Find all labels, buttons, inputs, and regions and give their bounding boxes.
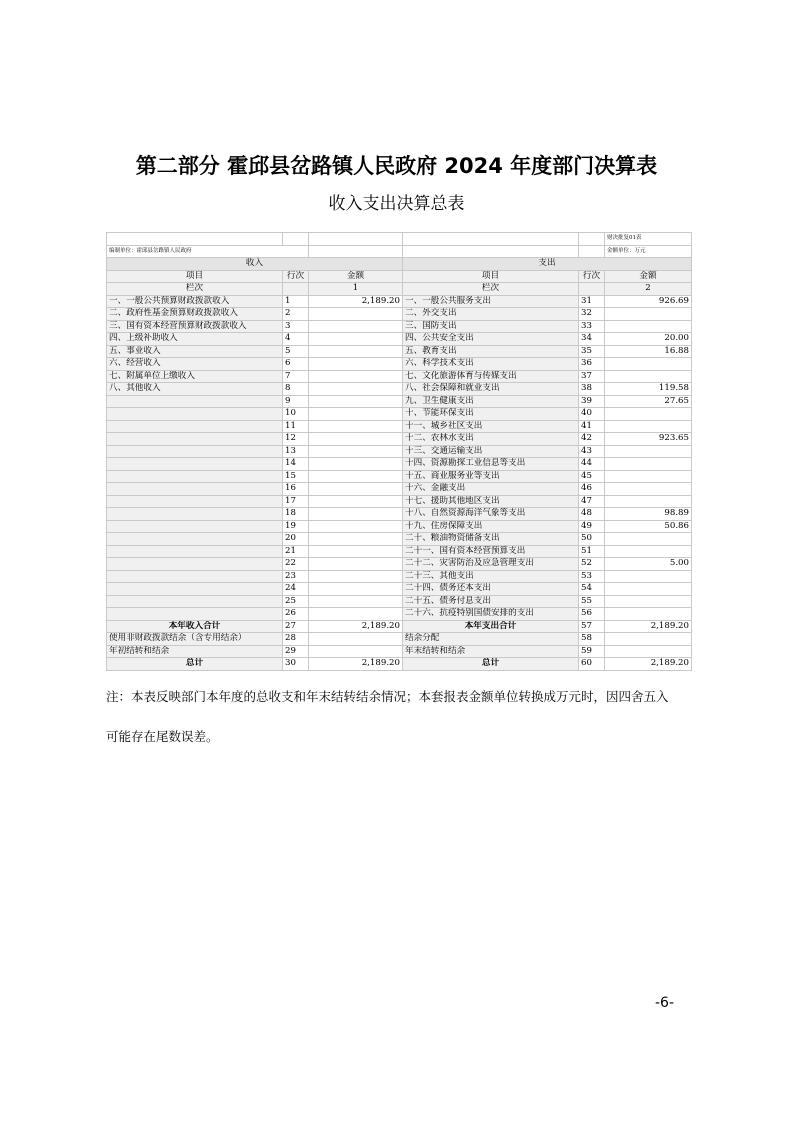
row-expense-line: 44: [579, 458, 605, 471]
column-header-row: [107, 270, 692, 283]
row-expense-amount: 27.65: [605, 395, 692, 408]
col-amount-expense: 金额: [605, 270, 692, 283]
table-row: [107, 583, 692, 596]
row-expense-item: 三、国防支出: [403, 320, 579, 333]
year-total-row: [107, 620, 692, 633]
row-expense-item: 十八、自然资源海洋气象等支出: [403, 508, 579, 521]
row-expense-amount: [605, 570, 692, 583]
row-expense-item: 八、社会保障和就业支出: [403, 383, 579, 396]
row-income-item: [107, 483, 283, 496]
row-income-line: 22: [283, 558, 309, 571]
row-income-amount: 2,189.20: [309, 620, 403, 633]
row-expense-amount: [605, 445, 692, 458]
row-income-amount: [309, 358, 403, 371]
row-expense-line: 31: [579, 295, 605, 308]
row-income-line: 10: [283, 408, 309, 421]
row-expense-line: 39: [579, 395, 605, 408]
row-expense-line: 45: [579, 470, 605, 483]
table-row: [107, 395, 692, 408]
row-expense-item: 十七、援助其他地区支出: [403, 495, 579, 508]
row-expense-item: 十五、商业服务业等支出: [403, 470, 579, 483]
amount-unit: 金额单位：万元: [605, 245, 692, 258]
row-income-line: 30: [283, 658, 309, 671]
grand-total-row: [107, 658, 692, 671]
footnote-line-2: 可能存在尾数误差。: [106, 729, 219, 744]
table-row: [107, 508, 692, 521]
row-income-item: [107, 508, 283, 521]
lanci-1: 1: [309, 283, 403, 296]
table-row: [107, 533, 692, 546]
row-expense-line: 43: [579, 445, 605, 458]
row-income-amount: [309, 558, 403, 571]
row-income-item: [107, 458, 283, 471]
row-income-line: 9: [283, 395, 309, 408]
row-expense-amount: 16.88: [605, 345, 692, 358]
row-income-item: [107, 470, 283, 483]
lanci-label-expense: 栏次: [403, 283, 579, 296]
row-expense-amount: [605, 420, 692, 433]
row-income-amount: [309, 320, 403, 333]
row-expense-amount: [605, 370, 692, 383]
row-expense-line: 48: [579, 508, 605, 521]
row-income-line: 4: [283, 333, 309, 346]
row-expense-amount: 2,189.20: [605, 658, 692, 671]
row-income-line: 29: [283, 645, 309, 658]
row-expense-line: 50: [579, 533, 605, 546]
col-line-income: 行次: [283, 270, 309, 283]
row-income-amount: [309, 470, 403, 483]
row-income-amount: [309, 445, 403, 458]
row-income-item: [107, 420, 283, 433]
row-income-line: 1: [283, 295, 309, 308]
row-income-amount: [309, 433, 403, 446]
row-expense-amount: [605, 645, 692, 658]
row-expense-item: 二十二、灾害防治及应急管理支出: [403, 558, 579, 571]
row-expense-item: 四、公共安全支出: [403, 333, 579, 346]
row-expense-item: 十四、资源勘探工业信息等支出: [403, 458, 579, 471]
row-income-amount: [309, 395, 403, 408]
row-expense-item: 十二、农林水支出: [403, 433, 579, 446]
row-expense-amount: 923.65: [605, 433, 692, 446]
row-expense-line: 55: [579, 595, 605, 608]
table-row: [107, 645, 692, 658]
row-income-line: 19: [283, 520, 309, 533]
row-income-line: 17: [283, 495, 309, 508]
row-income-line: 11: [283, 420, 309, 433]
row-income-line: 7: [283, 370, 309, 383]
row-expense-item: 二十四、债务还本支出: [403, 583, 579, 596]
form-code: 财决批复01表: [605, 233, 692, 246]
row-income-line: 25: [283, 595, 309, 608]
table-row: [107, 495, 692, 508]
row-expense-amount: [605, 595, 692, 608]
row-income-item: [107, 433, 283, 446]
row-income-item: [107, 445, 283, 458]
row-income-amount: [309, 533, 403, 546]
row-income-item: [107, 408, 283, 421]
footnote-line-1: 注：本表反映部门本年度的总收支和年末结转结余情况；本套报表金额单位转换成万元时，因四舍五入: [106, 689, 669, 704]
row-expense-amount: [605, 458, 692, 471]
col-item-income: 项目: [107, 270, 283, 283]
row-expense-amount: [605, 583, 692, 596]
row-income-amount: [309, 345, 403, 358]
row-income-line: 28: [283, 633, 309, 646]
row-income-amount: [309, 308, 403, 321]
row-expense-line: 52: [579, 558, 605, 571]
row-expense-line: 57: [579, 620, 605, 633]
row-income-line: 3: [283, 320, 309, 333]
row-expense-line: 36: [579, 358, 605, 371]
row-income-item: 八、其他收入: [107, 383, 283, 396]
row-expense-line: 34: [579, 333, 605, 346]
row-expense-amount: [605, 470, 692, 483]
row-income-line: 15: [283, 470, 309, 483]
row-expense-item: 十六、金融支出: [403, 483, 579, 496]
page-number: -6-: [655, 995, 675, 1011]
row-income-item: [107, 570, 283, 583]
header-blank-row: [107, 233, 692, 246]
row-income-item: [107, 495, 283, 508]
row-expense-line: 54: [579, 583, 605, 596]
row-expense-amount: 20.00: [605, 333, 692, 346]
row-income-amount: [309, 458, 403, 471]
unit-row: [107, 245, 692, 258]
row-expense-item: 十三、交通运输支出: [403, 445, 579, 458]
row-expense-amount: 50.86: [605, 520, 692, 533]
row-income-amount: 2,189.20: [309, 658, 403, 671]
row-income-line: 6: [283, 358, 309, 371]
row-income-line: 14: [283, 458, 309, 471]
row-expense-amount: 2,189.20: [605, 620, 692, 633]
row-expense-amount: [605, 545, 692, 558]
row-income-amount: [309, 645, 403, 658]
table-row: [107, 483, 692, 496]
row-expense-item: 二、外交支出: [403, 308, 579, 321]
row-expense-line: 33: [579, 320, 605, 333]
page-title: 第二部分 霍邱县岔路镇人民政府 2024 年度部门决算表: [135, 154, 658, 178]
row-income-item: [107, 395, 283, 408]
row-expense-item: 二十三、其他支出: [403, 570, 579, 583]
row-expense-item: 二十六、抗疫特别国债安排的支出: [403, 608, 579, 621]
row-expense-amount: 926.69: [605, 295, 692, 308]
row-income-line: 21: [283, 545, 309, 558]
row-income-amount: [309, 408, 403, 421]
row-income-line: 12: [283, 433, 309, 446]
compiling-unit: 编制单位：霍邱县岔路镇人民政府: [107, 245, 309, 258]
row-expense-line: 41: [579, 420, 605, 433]
table-row: [107, 295, 692, 308]
row-income-item: [107, 608, 283, 621]
table-row: [107, 545, 692, 558]
table-subtitle: 收入支出决算总表: [328, 194, 465, 214]
row-expense-amount: [605, 608, 692, 621]
row-expense-line: 46: [579, 483, 605, 496]
row-expense-amount: 98.89: [605, 508, 692, 521]
row-income-line: 27: [283, 620, 309, 633]
row-income-item: 一、一般公共预算财政拨款收入: [107, 295, 283, 308]
row-expense-amount: 119.58: [605, 383, 692, 396]
row-expense-line: 56: [579, 608, 605, 621]
row-income-amount: [309, 370, 403, 383]
table-row: [107, 370, 692, 383]
table-row: [107, 633, 692, 646]
income-header: 收入: [107, 258, 403, 271]
table-row: [107, 408, 692, 421]
row-expense-line: 51: [579, 545, 605, 558]
row-income-item: 使用非财政拨款结余（含专用结余）: [107, 633, 283, 646]
section-header-row: [107, 258, 692, 271]
row-expense-amount: [605, 408, 692, 421]
row-expense-item: 总计: [403, 658, 579, 671]
row-income-line: 16: [283, 483, 309, 496]
row-expense-item: 五、教育支出: [403, 345, 579, 358]
row-expense-item: 十一、城乡社区支出: [403, 420, 579, 433]
row-income-amount: [309, 633, 403, 646]
row-expense-amount: [605, 533, 692, 546]
table-row: [107, 420, 692, 433]
row-income-amount: [309, 520, 403, 533]
row-expense-amount: [605, 320, 692, 333]
row-expense-item: 本年支出合计: [403, 620, 579, 633]
table-row: [107, 608, 692, 621]
row-expense-item: 九、卫生健康支出: [403, 395, 579, 408]
row-income-line: 20: [283, 533, 309, 546]
row-expense-item: 二十五、债务付息支出: [403, 595, 579, 608]
row-income-amount: [309, 333, 403, 346]
table-row: [107, 383, 692, 396]
row-income-item: 六、经营收入: [107, 358, 283, 371]
table-row: [107, 570, 692, 583]
table-row: [107, 470, 692, 483]
row-expense-item: 二十、粮油物资储备支出: [403, 533, 579, 546]
table-row: [107, 433, 692, 446]
row-income-item: [107, 583, 283, 596]
row-expense-line: 40: [579, 408, 605, 421]
row-income-item: [107, 595, 283, 608]
table-row: [107, 595, 692, 608]
row-expense-line: 38: [579, 383, 605, 396]
row-income-amount: [309, 508, 403, 521]
row-income-line: 2: [283, 308, 309, 321]
row-income-item: 本年收入合计: [107, 620, 283, 633]
row-income-line: 13: [283, 445, 309, 458]
row-expense-item: 年末结转和结余: [403, 645, 579, 658]
column-index-row: [107, 283, 692, 296]
row-income-item: 四、上级补助收入: [107, 333, 283, 346]
table-row: [107, 333, 692, 346]
row-expense-line: 49: [579, 520, 605, 533]
table-row: [107, 320, 692, 333]
row-income-item: [107, 520, 283, 533]
row-income-amount: [309, 583, 403, 596]
row-expense-item: 二十一、国有资本经营预算支出: [403, 545, 579, 558]
table-row: [107, 308, 692, 321]
table-row: [107, 558, 692, 571]
row-income-item: [107, 533, 283, 546]
row-income-item: 二、政府性基金预算财政拨款收入: [107, 308, 283, 321]
footnote: [106, 685, 696, 749]
row-income-amount: [309, 495, 403, 508]
row-income-item: 三、国有资本经营预算财政拨款收入: [107, 320, 283, 333]
col-item-expense: 项目: [403, 270, 579, 283]
row-income-line: 23: [283, 570, 309, 583]
row-income-item: 五、事业收入: [107, 345, 283, 358]
row-expense-line: 37: [579, 370, 605, 383]
row-expense-item: 六、科学技术支出: [403, 358, 579, 371]
row-income-amount: [309, 595, 403, 608]
row-income-item: 七、附属单位上缴收入: [107, 370, 283, 383]
row-income-amount: 2,189.20: [309, 295, 403, 308]
row-income-item: 总计: [107, 658, 283, 671]
row-income-item: [107, 545, 283, 558]
row-expense-item: 十、节能环保支出: [403, 408, 579, 421]
row-expense-amount: [605, 358, 692, 371]
row-income-amount: [309, 545, 403, 558]
row-income-amount: [309, 483, 403, 496]
table-row: [107, 358, 692, 371]
col-line-expense: 行次: [579, 270, 605, 283]
row-income-amount: [309, 383, 403, 396]
table-row: [107, 458, 692, 471]
row-income-line: 8: [283, 383, 309, 396]
row-income-amount: [309, 570, 403, 583]
table-row: [107, 520, 692, 533]
row-income-line: 18: [283, 508, 309, 521]
row-expense-item: 七、文化旅游体育与传媒支出: [403, 370, 579, 383]
row-expense-line: 53: [579, 570, 605, 583]
row-expense-line: 42: [579, 433, 605, 446]
row-expense-item: 结余分配: [403, 633, 579, 646]
row-income-item: 年初结转和结余: [107, 645, 283, 658]
row-expense-amount: 5.00: [605, 558, 692, 571]
row-expense-line: 47: [579, 495, 605, 508]
row-expense-line: 60: [579, 658, 605, 671]
row-expense-line: 58: [579, 633, 605, 646]
row-expense-item: 一、一般公共服务支出: [403, 295, 579, 308]
row-expense-item: 十九、住房保障支出: [403, 520, 579, 533]
row-expense-amount: [605, 308, 692, 321]
row-expense-line: 32: [579, 308, 605, 321]
col-amount-income: 金额: [309, 270, 403, 283]
table-row: [107, 345, 692, 358]
row-income-item: [107, 558, 283, 571]
table-row: [107, 445, 692, 458]
lanci-label-income: 栏次: [107, 283, 283, 296]
row-expense-amount: [605, 633, 692, 646]
row-income-line: 24: [283, 583, 309, 596]
income-expense-table: [106, 232, 692, 671]
row-expense-line: 35: [579, 345, 605, 358]
lanci-2: 2: [605, 283, 692, 296]
row-expense-amount: [605, 495, 692, 508]
row-expense-line: 59: [579, 645, 605, 658]
expense-header: 支出: [403, 258, 692, 271]
row-income-amount: [309, 420, 403, 433]
row-income-line: 26: [283, 608, 309, 621]
row-expense-amount: [605, 483, 692, 496]
row-income-line: 5: [283, 345, 309, 358]
row-income-amount: [309, 608, 403, 621]
